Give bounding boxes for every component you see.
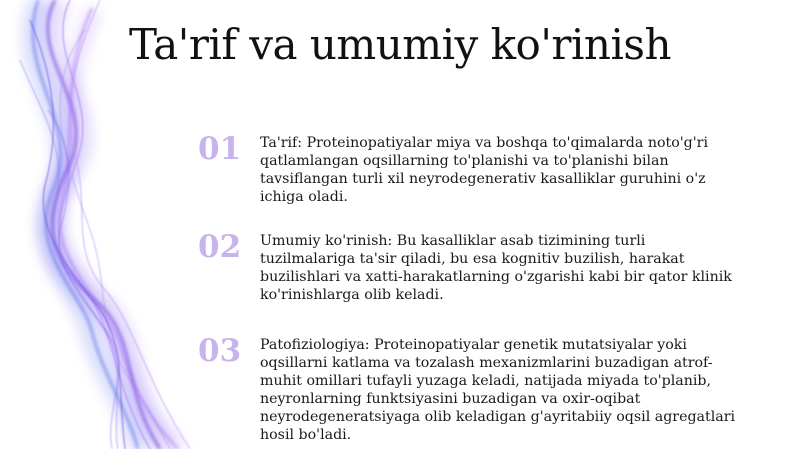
item-number: 03 <box>198 333 242 369</box>
page-title: Ta'rif va umumiy ko'rinish <box>128 20 671 69</box>
item-number: 01 <box>198 131 242 167</box>
item-number: 02 <box>198 229 242 265</box>
item-text: Patofiziologiya: Proteinopatiyalar genetik mutatsiyalar yoki oqsillarni katlama va tozalash mexanizmlarini buzadigan atrof-muhit omillari tufayli yuzaga keladi, natijada miyada to'planib, neyronlarning funktsiyasini buzadigan va oxir-oqibat neyrodegeneratsiyaga olib keladigan g'ayritabiiy oqsil agregatlari hosil bo'ladi. <box>260 337 736 443</box>
item-text: Umumiy ko'rinish: Bu kasalliklar asab tizimining turli tuzilmalariga ta'sir qiladi, bu esa kognitiv buzilish, harakat buzilishlari va xatti-harakatlarning o'zgarishi kabi bir qator klinik ko'rinishlarga olib keladi. <box>260 233 732 303</box>
item-text: Ta'rif: Proteinopatiyalar miya va boshqa to'qimalarda noto'g'ri qatlamlangan oqsillarning to'planishi va to'planishi bilan tavsiflangan turli xil neyrodegenerativ kasalliklar guruhini o'z ichiga oladi. <box>260 135 708 205</box>
